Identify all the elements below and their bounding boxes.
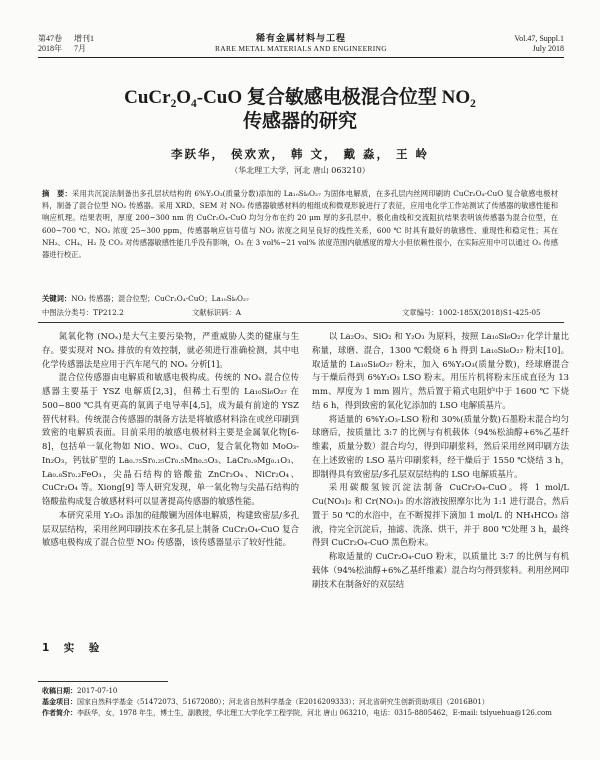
fund-text: 国家自然科学基金（51472073、51672080）；河北省自然科学基金（E2016209333）；河北省研究生创新资助项目（2016B01） <box>77 698 489 706</box>
paper-title <box>40 86 560 134</box>
paragraph: 将适量的 6%Y₂O₃-LSO 粉和 30%(质量分数)石墨粉末混合均匀球磨后，按质量比 3:7 的比例与有机载体（94%松油醇+6%乙基纤维素，质量分数）混合均匀，得到印刷浆料，然后采用丝网印刷方法在上述致密的 LSO 基片印刷浆料，经干燥后于 1550 ℃烧结 3 h，即制得具有致密层/多孔层双层结构的 LSO 电解质基片。 <box>312 413 569 479</box>
article-number-label: 文章编号： <box>402 308 439 317</box>
abstract <box>42 188 558 261</box>
header-center <box>188 34 414 54</box>
header-right <box>444 34 564 54</box>
date-en: July 2018 <box>532 44 564 53</box>
section-heading: 1 实 验 <box>42 642 102 654</box>
volume-cn: 第47卷 <box>38 34 62 43</box>
paragraph: 混合位传感器由电解质和敏感电极构成。传统的 NOₓ 混合位传感器主要基于 YSZ 电解质[2,3]，但稀土石型的 La₁₀Si₆O₂₇ 在 500~800 ℃具有更高的氧离子电导率[4,5]，成为最有前途的 YSZ 替代材料。传统混合传感器的制备方法是将敏感材料涂在或丝印刷到致密的电解质表面。目前采用的敏感电极材料主要是金属氧化物[6-8]，包括单一氧化物如 NiO、WO₃、CuO，复合氧化物如 MoO₃-In₂O₃，钙钛矿型的 La₀.₇₅Sr₀.₂₅Cr₀.₅Mn₀.₅O₃、LaCr₀.₉Mg₀.₁O₃、La₀.₈Sr₀.₂FeO₃，尖晶石结构的铬酸盐 ZnCr₂O₄、NiCr₂O₄、CuCr₂O₄ 等。Xiong[9] 等人研究发现，单一氧化物与尖晶石结构的铬酸盐构成复合敏感材料可以显著提高传感器的敏感性能。 <box>42 372 299 506</box>
classification-line <box>42 308 558 318</box>
body-column-right <box>312 330 569 591</box>
fund-label: 基金项目： <box>42 698 77 706</box>
title-line-2: 传感器的研究 <box>242 111 357 132</box>
affiliation: （华北理工大学，河北 唐山 063210） <box>230 166 370 175</box>
author-bio: 李跃华，女，1978 年生，博士生，副教授，华北理工大学化学工程学院，河北 唐山 063210，电话：0315-8805462，E-mail: <box>77 709 481 717</box>
header-left <box>38 34 158 54</box>
abstract-label: 摘 要： <box>42 189 72 198</box>
footnote <box>42 686 560 719</box>
paragraph: 本研究采用 Y₂O₃ 添加的硅酸镧为固体电解质，构建致密层/多孔层双层结构，采用丝网印刷技术在多孔层上制备 CuCr₂O₄-CuO 复合敏感电极构成了混合位型 NO₂ 传感器，该传感器显示了较好性能。 <box>42 509 299 548</box>
abstract-text: 采用共沉淀法制备出多孔层状结构的 6%Y₂O₃(质量分数)添加的 La₁₀Si₆O₂₇ 为固体电解质，在多孔层内丝网印刷的 CuCr₂O₄-CuO 复合敏感电极材料，制备了混合位型 NO₂ 传感器。采用 XRD、SEM 对 NO₂ 传感器敏感材料的相组成和微观形貌进行了表征，应用电化学工作站测试了传感器的敏感性能和响应机理。结果表明，厚度 200~300 nm 的 CuCr₂O₄-CuO 均匀分布在约 20 μm 厚的多孔层中。极化曲线和交流阻抗结果表明该传感器为混合位型，在 600~700 ℃、NO₂ 浓度 25~300 ppm，传感器响应信号值与 NO₂ 浓度之间呈良好的线性关系，600 ℃ 时具有最好的敏感性、重现性和稳定性；其在 NH₃、CH₄、H₂ 及 CO₂ 对传感器敏感性能几乎没有影响，O₂ 在 3 vol%~21 vol% 浓度范围内敏感度的增大小但依赖性很小，在实际应用中可以通过 O₂ 传感器进行校正。 <box>42 189 558 260</box>
abstract-divider <box>38 322 564 323</box>
header-divider <box>38 57 564 58</box>
keywords <box>42 294 558 304</box>
year-cn: 2018年 <box>38 44 62 53</box>
clc-label: 中图法分类号： <box>42 308 94 317</box>
paragraph: 以 La₂O₃、SiO₂ 和 Y₂O₃ 为原料，按照 La₁₀Si₆O₂₇ 化学计量比称量，球磨、混合，1300 ℃煅烧 6 h 得到 La₁₀Si₆O₂₇ 粉末[10]。取适量的 La₁₀Si₆O₂₇ 粉末，加入 6%Y₂O₃(质量分数)，经球磨混合与干燥后得到 6%Y₂O₃ LSO 粉末。用压片机将粉末压成直径为 13 mm、厚度为 1 mm 圆片，然后置于箱式电阻炉中于 1600 ℃ 下烧结 6 h，得到致密的氧化钇添加的 LSO 电解质基片。 <box>312 331 569 410</box>
doc-code-label: 文献标识码： <box>192 308 236 317</box>
clc-code: TP212.2 <box>93 308 124 317</box>
paragraph: 称取适量的 CuCr₂O₄-CuO 粉末，以质量比 3:7 的比例与有机载体（94%松油醇+6%乙基纤维素）混合均匀得到浆料。利用丝网印刷技术在制备好的双层结 <box>312 551 569 589</box>
journal-name-cn: 稀有金属材料与工程 <box>255 34 346 44</box>
author-email[interactable]: tslyuehua@126.com <box>480 709 552 717</box>
journal-name-en: RARE METAL MATERIALS AND ENGINEERING <box>215 44 387 53</box>
doc-code: A <box>235 308 242 317</box>
author-bio-label: 作者简介： <box>42 709 77 717</box>
article-number: 1002-185X(2018)S1-425-05 <box>438 308 541 317</box>
received-date: 2017-07-10 <box>77 687 118 695</box>
received-label: 收稿日期： <box>42 687 77 695</box>
author-list: 李跃华， 侯欢欢， 韩 文， 戴 淼， 王 岭 <box>170 147 430 161</box>
paragraph: 氮氧化物 (NOₓ)是大气主要污染物，严重威胁人类的健康与生存。要实现对 NOₓ 排放的有效控制，就必须进行准确检测，其中电化学传感器法是应用于汽车尾气的 NOₓ 分析[1]。 <box>42 331 299 369</box>
keywords-text: NO₂ 传感器；混合位型；CuCr₂O₄-CuO；La₁₀Si₆O₂₇ <box>71 294 249 303</box>
volume-en: Vol.47, Suppl.1 <box>514 34 564 43</box>
title-line-1: CuCr₂O₄-CuO 复合敏感电极混合位型 NO₂ <box>124 87 476 108</box>
footnote-divider <box>38 681 168 682</box>
paragraph: 采用碳酸氢铵沉淀法制备 CuCr₂O₄-CuO。将 1 mol/L Cu(NO₃)₂ 和 Cr(NO₃)₃ 的水溶液按照摩尔比为 1:1 进行混合，然后置于 50 ℃的水浴中，在不断搅拌下滴加 1 mol/L 的 NH₄HCO₃ 溶液，待完全沉淀后，抽滤、洗涤、烘干，并于 800 ℃处理 3 h，最终得到 CuCr₂O₄-CuO 黑色粉末。 <box>312 482 569 548</box>
running-header <box>38 34 564 56</box>
issue-cn: 增刊1 <box>74 34 94 43</box>
keywords-label: 关键词： <box>42 294 72 303</box>
body-column-left <box>42 330 299 550</box>
month-cn: 7月 <box>74 44 86 53</box>
